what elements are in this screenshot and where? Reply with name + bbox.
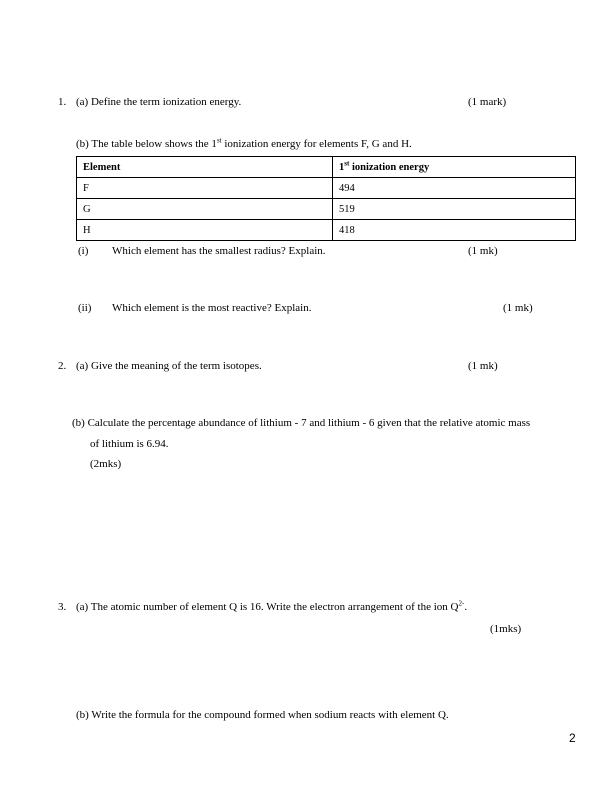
table-header-row [77, 157, 576, 178]
q3b-text: (b) Write the formula for the compound formed when sodium reacts with element Q. [76, 709, 449, 721]
cell-element: H [77, 220, 333, 241]
q2b-line1: (b) Calculate the percentage abundance of lithium - 7 and lithium - 6 given that the relative atomic mass [72, 417, 531, 429]
q1ii-text: Which element is the most reactive? Explain. [112, 302, 312, 314]
q2a-marks: (1 mk) [468, 360, 498, 372]
q3a-text: (a) The atomic number of element Q is 16. Write the electron arrangement of the ion $Q^{2-}$. [76, 599, 468, 613]
header-ionization-energy: 1st ionization energy [333, 157, 576, 178]
q1i-label: (i) [78, 245, 89, 257]
q1b-text: (b) The table below shows the 1st ionization energy for elements F, G and H. [76, 136, 412, 150]
q3-number: 3. [58, 601, 67, 613]
cell-energy: 418 [333, 220, 576, 241]
cell-energy: 494 [333, 178, 576, 199]
cell-element: F [77, 178, 333, 199]
ionization-energy-table [76, 156, 576, 241]
q1ii-marks: (1 mk) [503, 302, 533, 314]
q1i-marks: (1 mk) [468, 245, 498, 257]
q3a-marks: (1mks) [490, 623, 522, 635]
q1ii-label: (ii) [78, 302, 92, 314]
table-row [77, 220, 576, 241]
q1i-text: Which element has the smallest radius? Explain. [112, 245, 326, 257]
table-row [77, 178, 576, 199]
q2b-marks: (2mks) [90, 458, 122, 470]
q2-number: 2. [58, 360, 67, 372]
table-row [77, 199, 576, 220]
q1-number: 1. [58, 96, 67, 108]
q1a-text: (a) Define the term ionization energy. [76, 96, 242, 108]
cell-element: G [77, 199, 333, 220]
page-number: 2 [569, 731, 576, 745]
header-element: Element [77, 157, 333, 178]
q2b-line2: of lithium is 6.94. [90, 438, 169, 450]
cell-energy: 519 [333, 199, 576, 220]
q2a-text: (a) Give the meaning of the term isotopes. [76, 360, 262, 372]
q1a-marks: (1 mark) [468, 96, 507, 108]
